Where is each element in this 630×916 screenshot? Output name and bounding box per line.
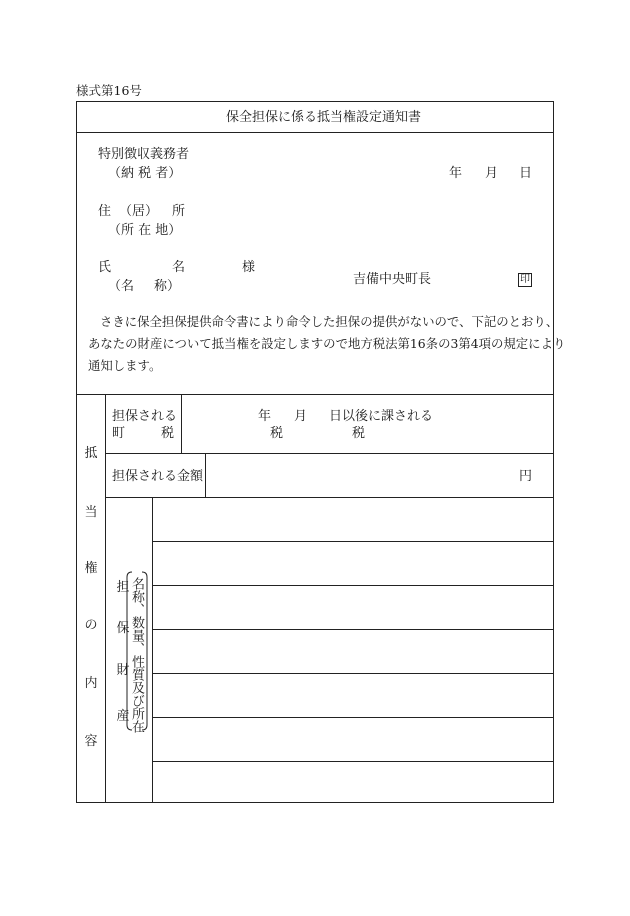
tax-label-2b: 税 <box>161 426 175 441</box>
amount-label-divider <box>205 453 206 497</box>
property-line-1 <box>152 541 554 542</box>
form-number: 様式第16号 <box>76 83 142 98</box>
body-line-2: あなたの財産について抵当権を設定しますので地方税法第16条の3第4項の規定により <box>88 336 566 351</box>
property-line-5 <box>152 717 554 718</box>
side-label-char: 権 <box>84 561 98 576</box>
side-label-char: の <box>84 618 98 633</box>
tax-zei-1: 税 <box>270 426 284 441</box>
date-month: 月 <box>485 166 499 181</box>
property-label-divider <box>152 497 153 803</box>
name-label-2: 名 <box>172 260 186 275</box>
tax-label-2a: 町 <box>112 426 126 441</box>
taxpayer-label: 特別徴収義務者 <box>98 147 190 162</box>
amount-row-divider <box>105 497 554 498</box>
date-day: 日 <box>519 166 533 181</box>
tax-label-divider <box>181 394 182 453</box>
side-label-char: 当 <box>84 505 98 520</box>
taxpayer-sub-label: （納 税 者） <box>108 166 182 181</box>
side-label-char: 内 <box>84 676 98 691</box>
form-title: 保全担保に係る抵当権設定通知書 <box>226 110 422 125</box>
tax-month: 月 <box>294 409 308 424</box>
side-label-char: 容 <box>84 734 98 749</box>
name-sub-label-2: 称） <box>154 279 181 294</box>
property-label-char: 担 <box>116 580 130 595</box>
tax-year: 年 <box>258 409 272 424</box>
body-divider <box>76 394 554 395</box>
name-label-3: 様 <box>242 260 256 275</box>
property-line-2 <box>152 585 554 586</box>
address-sub-label: （所 在 地） <box>108 223 182 238</box>
seal-mark: 印 <box>520 274 530 285</box>
side-label-divider <box>105 394 106 803</box>
property-line-6 <box>152 761 554 762</box>
amount-unit: 円 <box>519 469 533 484</box>
property-description: 名称、数量、性質及び所在 <box>129 577 144 733</box>
tax-row-divider <box>105 453 554 454</box>
date-year: 年 <box>449 166 463 181</box>
tax-label-1: 担保される <box>112 409 178 424</box>
amount-label: 担保される金額 <box>112 469 204 484</box>
address-label-3: 所 <box>172 204 186 219</box>
address-label-2: （居） <box>119 204 159 219</box>
property-line-4 <box>152 673 554 674</box>
property-label-char: 産 <box>116 709 130 724</box>
property-label-char: 財 <box>116 663 130 678</box>
body-line-3: 通知します。 <box>88 358 162 373</box>
property-line-3 <box>152 629 554 630</box>
issuer-name: 吉備中央町長 <box>353 272 432 287</box>
name-sub-label-1: （名 <box>108 279 135 294</box>
address-label-1: 住 <box>98 204 112 219</box>
property-label-char: 保 <box>116 621 130 636</box>
tax-zei-2: 税 <box>352 426 366 441</box>
tax-after-text: 日以後に課される <box>329 409 434 424</box>
title-divider <box>76 132 554 133</box>
side-label-char: 抵 <box>84 446 98 461</box>
name-label-1: 氏 <box>98 260 112 275</box>
body-line-1: さきに保全担保提供命令書により命令した担保の提供がないので、下記のとおり、 <box>100 314 559 329</box>
